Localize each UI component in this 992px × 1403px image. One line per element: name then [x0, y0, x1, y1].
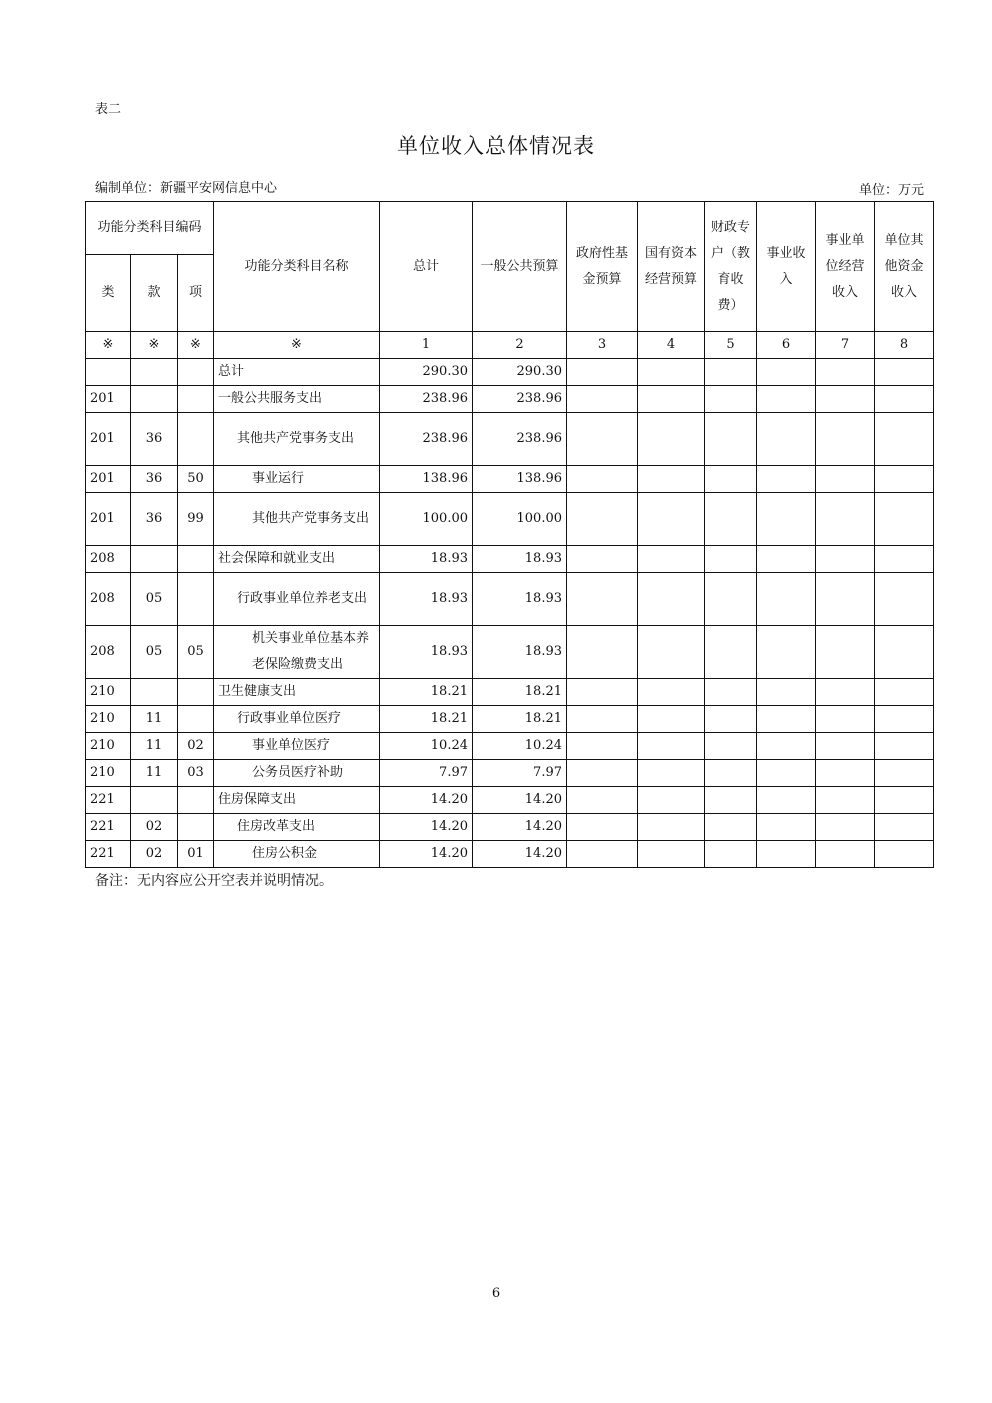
cell-lei: 208	[86, 546, 131, 573]
header-xiang: 项	[178, 255, 214, 332]
cell-empty	[875, 413, 934, 466]
cell-empty	[757, 841, 816, 868]
cell-empty	[705, 359, 757, 386]
cell-empty	[567, 493, 638, 546]
cell-empty	[638, 760, 705, 787]
cell-kuan	[131, 386, 178, 413]
cell-name: 机关事业单位基本养老保险缴费支出	[214, 626, 380, 679]
cell-general: 238.96	[473, 386, 567, 413]
index-cell: 4	[638, 332, 705, 359]
index-cell: 6	[757, 332, 816, 359]
cell-kuan	[131, 359, 178, 386]
table-row	[86, 706, 934, 733]
cell-empty	[638, 814, 705, 841]
cell-kuan: 02	[131, 841, 178, 868]
cell-empty	[816, 814, 875, 841]
cell-empty	[638, 626, 705, 679]
header-code-group: 功能分类科目编码	[86, 202, 214, 255]
cell-empty	[705, 814, 757, 841]
cell-lei: 208	[86, 626, 131, 679]
header-total: 总计	[380, 202, 473, 332]
cell-total: 18.93	[380, 573, 473, 626]
cell-lei: 210	[86, 706, 131, 733]
cell-empty	[875, 706, 934, 733]
cell-total: 18.21	[380, 679, 473, 706]
index-cell: ※	[178, 332, 214, 359]
cell-general: 14.20	[473, 841, 567, 868]
cell-empty	[567, 626, 638, 679]
cell-general: 100.00	[473, 493, 567, 546]
cell-name: 行政事业单位养老支出	[214, 573, 380, 626]
index-cell: 1	[380, 332, 473, 359]
org-label: 编制单位：新疆平安网信息中心	[95, 181, 278, 196]
cell-general: 7.97	[473, 760, 567, 787]
cell-name: 住房公积金	[214, 841, 380, 868]
cell-total: 10.24	[380, 733, 473, 760]
cell-empty	[757, 814, 816, 841]
cell-kuan: 11	[131, 760, 178, 787]
cell-empty	[705, 626, 757, 679]
cell-empty	[757, 359, 816, 386]
cell-empty	[638, 733, 705, 760]
cell-xiang	[178, 679, 214, 706]
cell-empty	[705, 706, 757, 733]
cell-empty	[757, 413, 816, 466]
index-cell: 7	[816, 332, 875, 359]
cell-xiang: 02	[178, 733, 214, 760]
cell-kuan: 05	[131, 626, 178, 679]
cell-name: 社会保障和就业支出	[214, 546, 380, 573]
cell-empty	[757, 626, 816, 679]
cell-general: 18.21	[473, 706, 567, 733]
cell-empty	[705, 760, 757, 787]
cell-name: 公务员医疗补助	[214, 760, 380, 787]
cell-kuan	[131, 679, 178, 706]
cell-total: 14.20	[380, 787, 473, 814]
cell-empty	[567, 733, 638, 760]
cell-total: 14.20	[380, 814, 473, 841]
cell-lei: 210	[86, 733, 131, 760]
cell-name: 其他共产党事务支出	[214, 413, 380, 466]
cell-empty	[757, 787, 816, 814]
cell-lei: 201	[86, 386, 131, 413]
cell-empty	[816, 626, 875, 679]
header-special: 财政专户（教育收费）	[705, 202, 757, 332]
cell-empty	[705, 386, 757, 413]
cell-empty	[757, 466, 816, 493]
header-name: 功能分类科目名称	[214, 202, 380, 332]
page-title: 单位收入总体情况表	[397, 134, 595, 158]
index-cell: ※	[214, 332, 380, 359]
cell-empty	[875, 493, 934, 546]
cell-empty	[567, 706, 638, 733]
cell-empty	[816, 679, 875, 706]
cell-total: 18.21	[380, 706, 473, 733]
cell-empty	[875, 573, 934, 626]
cell-empty	[757, 760, 816, 787]
cell-empty	[638, 573, 705, 626]
index-cell: ※	[131, 332, 178, 359]
cell-empty	[567, 760, 638, 787]
cell-total: 18.93	[380, 626, 473, 679]
cell-empty	[816, 706, 875, 733]
cell-empty	[567, 546, 638, 573]
cell-empty	[705, 573, 757, 626]
cell-kuan: 36	[131, 493, 178, 546]
cell-empty	[638, 413, 705, 466]
income-table	[85, 201, 934, 868]
header-business: 事业收入	[757, 202, 816, 332]
cell-general: 10.24	[473, 733, 567, 760]
index-cell: 8	[875, 332, 934, 359]
cell-empty	[567, 413, 638, 466]
table-row	[86, 573, 934, 626]
cell-name: 一般公共服务支出	[214, 386, 380, 413]
cell-total: 100.00	[380, 493, 473, 546]
cell-name: 总计	[214, 359, 380, 386]
cell-xiang	[178, 413, 214, 466]
cell-kuan: 36	[131, 413, 178, 466]
unit-label: 单位：万元	[858, 183, 924, 198]
cell-xiang: 01	[178, 841, 214, 868]
table-row	[86, 814, 934, 841]
cell-empty	[816, 787, 875, 814]
cell-empty	[757, 733, 816, 760]
cell-empty	[875, 466, 934, 493]
cell-xiang	[178, 546, 214, 573]
cell-kuan: 11	[131, 706, 178, 733]
cell-empty	[757, 679, 816, 706]
cell-kuan: 11	[131, 733, 178, 760]
cell-empty	[567, 386, 638, 413]
table-row	[86, 787, 934, 814]
cell-general: 18.21	[473, 679, 567, 706]
cell-empty	[638, 841, 705, 868]
cell-empty	[638, 546, 705, 573]
cell-xiang: 50	[178, 466, 214, 493]
cell-empty	[705, 679, 757, 706]
cell-empty	[567, 814, 638, 841]
cell-general: 18.93	[473, 626, 567, 679]
cell-empty	[816, 841, 875, 868]
index-row	[86, 332, 934, 359]
cell-empty	[757, 546, 816, 573]
cell-empty	[705, 546, 757, 573]
cell-total: 138.96	[380, 466, 473, 493]
cell-name: 卫生健康支出	[214, 679, 380, 706]
cell-xiang: 03	[178, 760, 214, 787]
header-operating: 事业单位经营收入	[816, 202, 875, 332]
cell-empty	[638, 493, 705, 546]
table-body	[86, 359, 934, 868]
cell-lei	[86, 359, 131, 386]
cell-general: 14.20	[473, 814, 567, 841]
cell-kuan	[131, 787, 178, 814]
header-other: 单位其他资金收入	[875, 202, 934, 332]
cell-xiang	[178, 814, 214, 841]
page-number: 6	[491, 1286, 501, 1301]
cell-empty	[875, 386, 934, 413]
index-cell: 3	[567, 332, 638, 359]
cell-xiang	[178, 706, 214, 733]
cell-total: 14.20	[380, 841, 473, 868]
cell-xiang	[178, 573, 214, 626]
cell-general: 238.96	[473, 413, 567, 466]
cell-lei: 221	[86, 814, 131, 841]
cell-empty	[567, 573, 638, 626]
cell-name: 事业单位医疗	[214, 733, 380, 760]
header-lei: 类	[86, 255, 131, 332]
header-fund: 政府性基金预算	[567, 202, 638, 332]
footnote: 备注：无内容应公开空表并说明情况。	[95, 873, 333, 889]
table-row	[86, 386, 934, 413]
cell-name: 行政事业单位医疗	[214, 706, 380, 733]
cell-kuan: 36	[131, 466, 178, 493]
cell-name: 事业运行	[214, 466, 380, 493]
cell-empty	[816, 546, 875, 573]
index-cell: ※	[86, 332, 131, 359]
table-row	[86, 466, 934, 493]
table-row	[86, 626, 934, 679]
cell-empty	[816, 466, 875, 493]
cell-empty	[567, 787, 638, 814]
cell-empty	[757, 386, 816, 413]
cell-empty	[875, 760, 934, 787]
cell-total: 290.30	[380, 359, 473, 386]
table-row	[86, 546, 934, 573]
cell-empty	[705, 493, 757, 546]
cell-empty	[705, 733, 757, 760]
cell-empty	[816, 493, 875, 546]
cell-name: 住房保障支出	[214, 787, 380, 814]
table-row	[86, 679, 934, 706]
index-cell: 2	[473, 332, 567, 359]
cell-xiang	[178, 787, 214, 814]
cell-lei: 208	[86, 573, 131, 626]
cell-empty	[875, 626, 934, 679]
cell-empty	[816, 386, 875, 413]
cell-xiang: 99	[178, 493, 214, 546]
cell-empty	[705, 787, 757, 814]
table-row	[86, 760, 934, 787]
cell-lei: 221	[86, 787, 131, 814]
cell-total: 7.97	[380, 760, 473, 787]
cell-empty	[638, 679, 705, 706]
cell-empty	[875, 679, 934, 706]
header-general: 一般公共预算	[473, 202, 567, 332]
cell-name: 其他共产党事务支出	[214, 493, 380, 546]
index-cell: 5	[705, 332, 757, 359]
cell-total: 238.96	[380, 413, 473, 466]
cell-general: 18.93	[473, 546, 567, 573]
cell-lei: 201	[86, 493, 131, 546]
cell-empty	[567, 359, 638, 386]
cell-name: 住房改革支出	[214, 814, 380, 841]
header-kuan: 款	[131, 255, 178, 332]
table-row	[86, 413, 934, 466]
cell-lei: 201	[86, 413, 131, 466]
cell-xiang	[178, 359, 214, 386]
cell-empty	[875, 733, 934, 760]
page-label: 表二	[95, 102, 122, 117]
cell-xiang	[178, 386, 214, 413]
cell-empty	[875, 841, 934, 868]
table-row	[86, 359, 934, 386]
table-row	[86, 493, 934, 546]
cell-empty	[757, 706, 816, 733]
cell-empty	[567, 841, 638, 868]
cell-empty	[757, 493, 816, 546]
cell-empty	[705, 841, 757, 868]
cell-empty	[638, 386, 705, 413]
cell-kuan: 05	[131, 573, 178, 626]
cell-empty	[638, 787, 705, 814]
cell-lei: 210	[86, 760, 131, 787]
cell-empty	[816, 413, 875, 466]
cell-total: 238.96	[380, 386, 473, 413]
cell-general: 290.30	[473, 359, 567, 386]
cell-empty	[757, 573, 816, 626]
cell-kuan	[131, 546, 178, 573]
table-row	[86, 841, 934, 868]
cell-kuan: 02	[131, 814, 178, 841]
cell-empty	[875, 787, 934, 814]
cell-empty	[816, 359, 875, 386]
cell-empty	[816, 760, 875, 787]
cell-empty	[816, 733, 875, 760]
header-state: 国有资本经营预算	[638, 202, 705, 332]
cell-empty	[875, 546, 934, 573]
cell-empty	[875, 359, 934, 386]
cell-xiang: 05	[178, 626, 214, 679]
cell-empty	[705, 466, 757, 493]
cell-empty	[638, 706, 705, 733]
cell-empty	[816, 573, 875, 626]
table-row	[86, 733, 934, 760]
cell-lei: 210	[86, 679, 131, 706]
cell-empty	[567, 466, 638, 493]
cell-empty	[705, 413, 757, 466]
cell-empty	[638, 466, 705, 493]
cell-general: 138.96	[473, 466, 567, 493]
cell-total: 18.93	[380, 546, 473, 573]
cell-empty	[875, 814, 934, 841]
cell-general: 18.93	[473, 573, 567, 626]
cell-general: 14.20	[473, 787, 567, 814]
cell-lei: 221	[86, 841, 131, 868]
cell-empty	[567, 679, 638, 706]
cell-empty	[638, 359, 705, 386]
cell-lei: 201	[86, 466, 131, 493]
